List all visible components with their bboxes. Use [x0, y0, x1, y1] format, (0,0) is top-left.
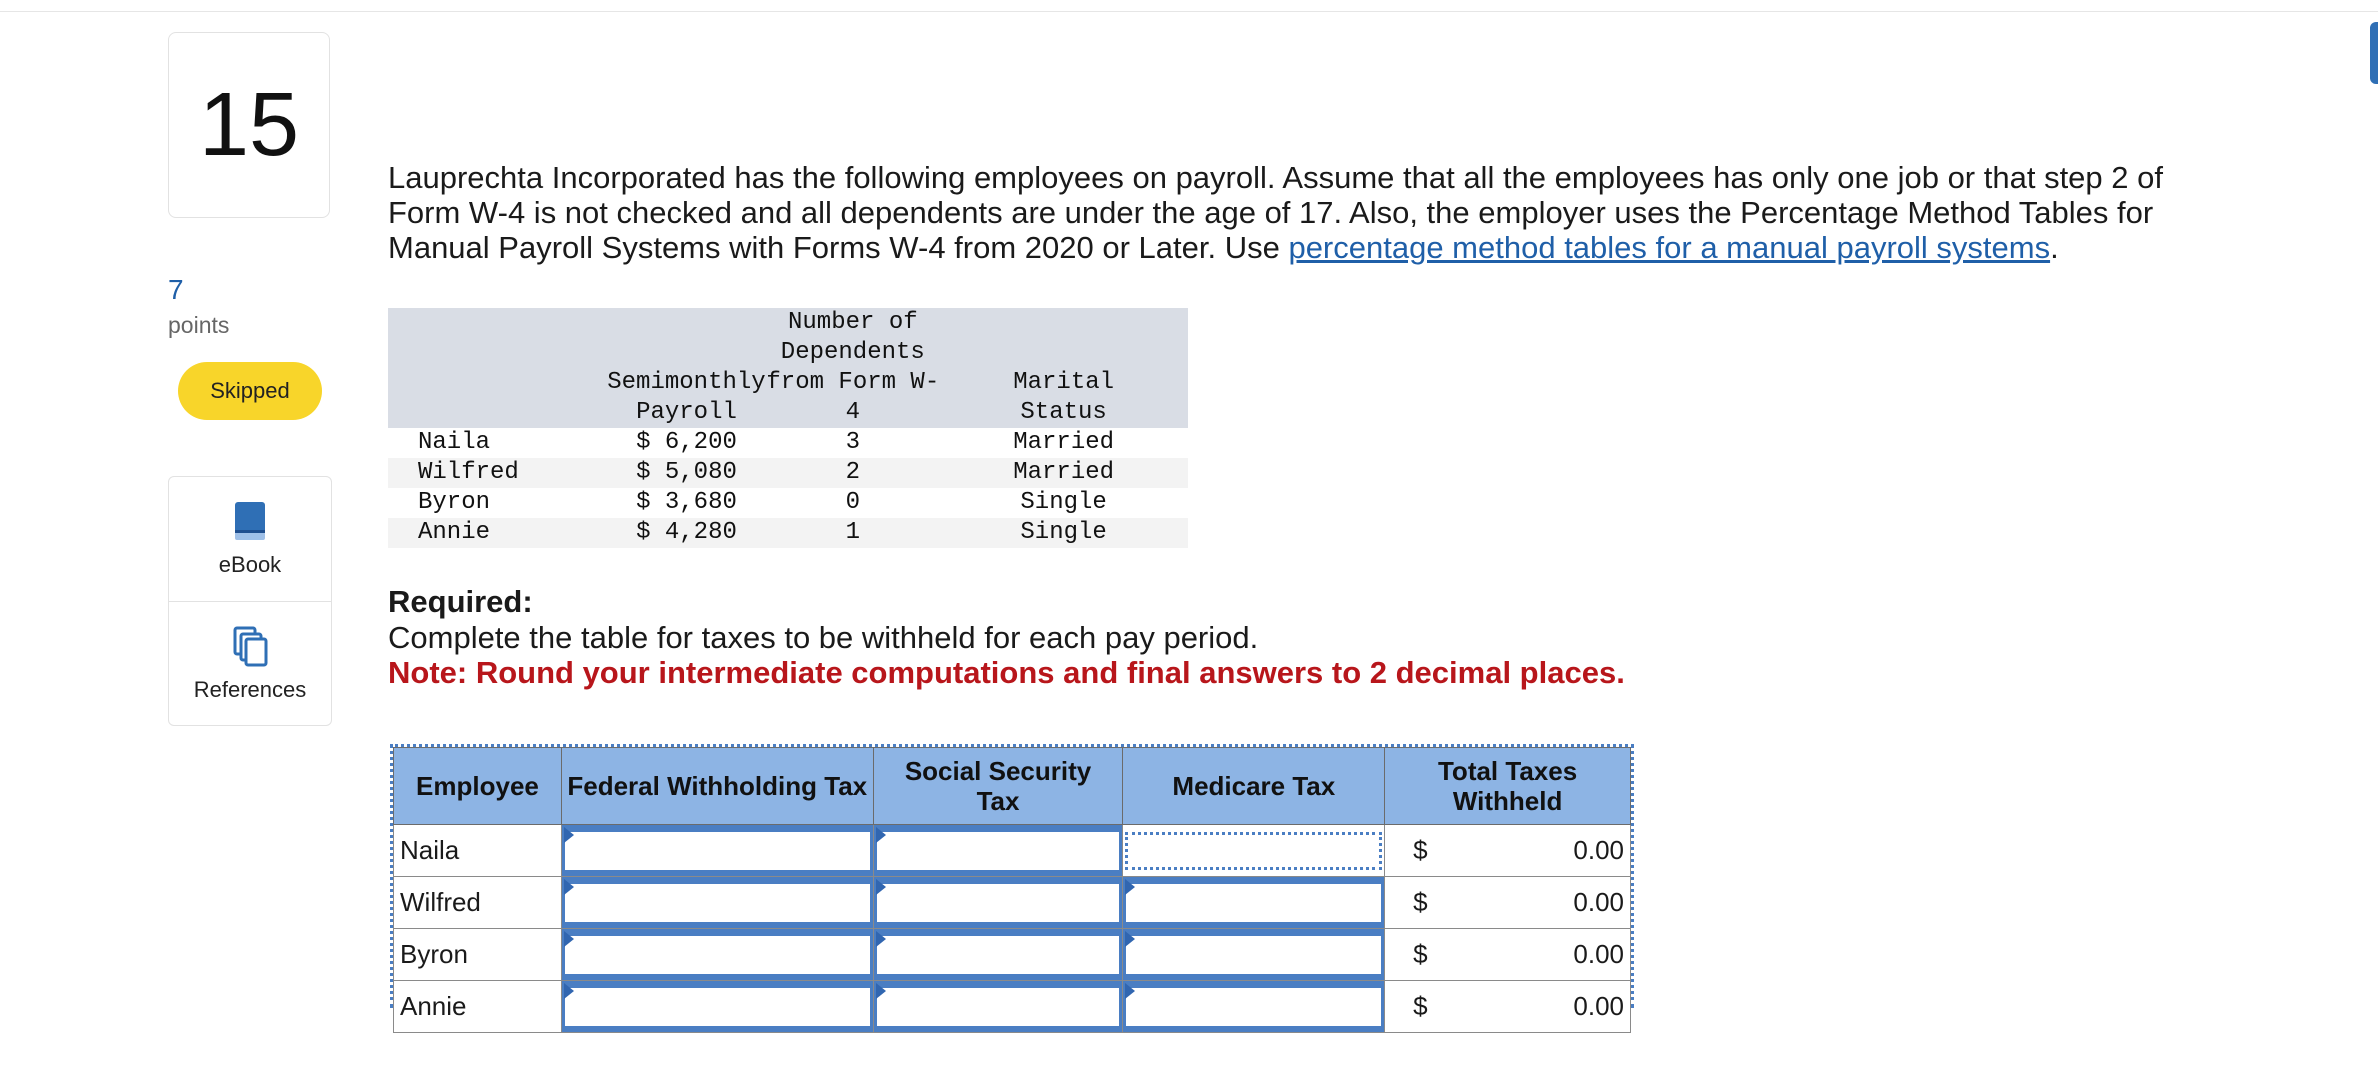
federal-withholding-cell [561, 877, 873, 929]
social-security-cell [873, 929, 1123, 981]
social-security-cell [873, 825, 1123, 877]
medicare-input[interactable] [1125, 832, 1382, 870]
question-body: Lauprechta Incorporated has the following employees on payroll. Assume that all the employees has only one job or that step 2 of Form W-4 is not checked and all dependents are under the age of 17. Also, the employer uses the Percentage Method Tables for Manual Payroll Systems with Forms W-4 from 2020 or Later. Use [388, 160, 2163, 265]
total-taxes-cell [1385, 877, 1631, 929]
total-taxes-value: 0.00 [1573, 887, 1624, 917]
answer-table-header [394, 748, 1631, 825]
cell-flag-icon [876, 879, 886, 895]
social-security-input[interactable] [877, 936, 1120, 974]
marital-status: Single [1020, 489, 1107, 516]
answer-employee-name: Naila [394, 825, 562, 877]
dependents-count: 0 [845, 489, 861, 516]
employee-payroll-table [388, 308, 1188, 548]
answer-row [394, 929, 1631, 981]
header-social-security-label: Social Security Tax [904, 756, 1092, 816]
header-medicare: Medicare Tax [1123, 748, 1385, 825]
total-taxes-value: 0.00 [1573, 939, 1624, 969]
currency-symbol: $ [1413, 835, 1428, 865]
total-taxes-value: 0.00 [1573, 991, 1624, 1021]
answer-table [393, 747, 1631, 1033]
side-panel-tab[interactable] [2370, 22, 2378, 84]
medicare-cell [1123, 877, 1385, 929]
medicare-cell [1123, 981, 1385, 1033]
dependents-count: 2 [766, 458, 939, 488]
payroll-amount: $ 6,200 [636, 429, 737, 456]
status-badge: Skipped [178, 362, 322, 420]
header-dependents: Number of Dependents from Form W- 4 [766, 309, 940, 426]
required-heading: Required: [388, 584, 533, 619]
currency-symbol: $ [1413, 991, 1428, 1021]
total-taxes-cell [1385, 825, 1631, 877]
cell-flag-icon [564, 879, 574, 895]
federal-withholding-input[interactable] [565, 884, 870, 922]
dependents-count: 1 [766, 518, 939, 548]
percentage-method-tables-link[interactable]: percentage method tables for a manual payroll systems [1288, 230, 2051, 265]
social-security-input[interactable] [877, 988, 1120, 1026]
ebook-label: eBook [218, 552, 282, 577]
employee-name: Wilfred [388, 458, 607, 488]
cell-flag-icon [564, 931, 574, 947]
employee-name: Naila [418, 429, 491, 456]
cell-flag-icon [1125, 983, 1135, 999]
payroll-amount: $ 3,680 [636, 489, 737, 516]
ebook-button[interactable] [169, 477, 331, 601]
employee-name: Byron [418, 489, 491, 516]
federal-withholding-cell [561, 981, 873, 1033]
answer-employee-name: Wilfred [394, 877, 562, 929]
federal-withholding-cell [561, 825, 873, 877]
total-taxes-cell [1385, 929, 1631, 981]
social-security-cell [873, 981, 1123, 1033]
social-security-input[interactable] [877, 832, 1120, 870]
answer-row [394, 877, 1631, 929]
currency-symbol: $ [1413, 887, 1428, 917]
federal-withholding-input[interactable] [565, 936, 870, 974]
question-end: . [2050, 230, 2059, 265]
header-social-security [873, 748, 1123, 825]
copy-documents-icon [232, 625, 268, 667]
header-marital-status: Marital Status [939, 308, 1188, 428]
rounding-note: Note: Round your intermediate computations and final answers to 2 decimal places. [388, 655, 1625, 690]
table-row [388, 458, 1188, 488]
total-taxes-value: 0.00 [1573, 835, 1624, 865]
employee-name: Annie [388, 518, 607, 548]
resource-panel [168, 476, 332, 726]
cell-flag-icon [1125, 931, 1135, 947]
answer-row [394, 825, 1631, 877]
medicare-input[interactable] [1126, 988, 1381, 1026]
header-total-taxes-label: Total Taxes Withheld [1437, 756, 1578, 816]
header-federal-withholding: Federal Withholding Tax [561, 748, 873, 825]
medicare-cell [1123, 929, 1385, 981]
dependents-count: 3 [845, 429, 861, 456]
medicare-cell [1123, 825, 1385, 877]
top-divider [0, 0, 2378, 12]
references-label: References [193, 677, 307, 702]
answer-table-container [390, 744, 1634, 1021]
federal-withholding-input[interactable] [565, 832, 870, 870]
references-button[interactable] [169, 601, 331, 726]
social-security-input[interactable] [877, 884, 1120, 922]
marital-status: Married [1013, 429, 1115, 456]
points-value: 7 [168, 274, 184, 305]
answer-employee-name: Byron [394, 929, 562, 981]
total-taxes-cell [1385, 981, 1631, 1033]
marital-status: Single [939, 518, 1188, 548]
book-icon [232, 500, 268, 542]
social-security-cell [873, 877, 1123, 929]
cell-flag-icon [564, 827, 574, 843]
header-employee: Employee [394, 748, 562, 825]
answer-row [394, 981, 1631, 1033]
employee-table-header [388, 308, 1188, 428]
payroll-amount: $ 5,080 [607, 458, 767, 488]
payroll-amount: $ 4,280 [607, 518, 767, 548]
cell-flag-icon [1125, 879, 1135, 895]
points-label: points [168, 312, 230, 338]
federal-withholding-input[interactable] [565, 988, 870, 1026]
table-row [388, 428, 1188, 458]
medicare-input[interactable] [1126, 884, 1381, 922]
currency-symbol: $ [1413, 939, 1428, 969]
table-row [388, 518, 1188, 548]
cell-flag-icon [876, 983, 886, 999]
marital-status: Married [939, 458, 1188, 488]
federal-withholding-cell [561, 929, 873, 981]
required-instruction: Complete the table for taxes to be withheld for each pay period. [388, 620, 1259, 655]
table-row [388, 488, 1188, 518]
cell-flag-icon [876, 931, 886, 947]
header-total-taxes [1385, 748, 1631, 825]
header-semimonthly-payroll: Semimonthly Payroll [607, 308, 767, 428]
cell-flag-icon [564, 983, 574, 999]
header-name [388, 308, 607, 428]
question-text [388, 160, 2228, 265]
answer-employee-name: Annie [394, 981, 562, 1033]
medicare-input[interactable] [1126, 936, 1381, 974]
cell-flag-icon [876, 827, 886, 843]
question-number: 15 [168, 32, 330, 218]
